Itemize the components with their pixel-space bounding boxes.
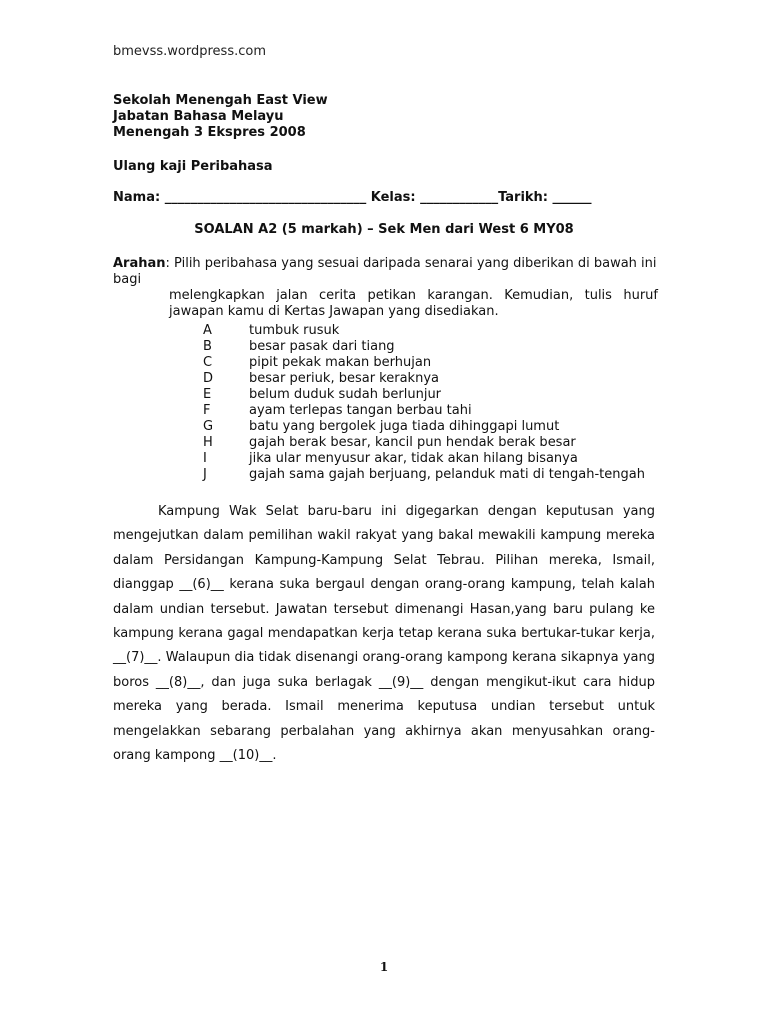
instruction-continuation: melengkapkan jalan cerita petikan karangan. Kemudian, tulis huruf jawapan kamu di Kertas Jawapan yang disediakan. bbox=[169, 288, 658, 319]
passage-text: Kampung Wak Selat baru-baru ini digegarkan dengan keputusan yang mengejutkan dalam pemilihan wakil rakyat yang bakal mewakili kampung mereka dalam Persidangan Kampung-Kampung Selat Tebrau. Pilihan mereka, Ismail, dianggap __(6)__ kerana suka bergaul dengan orang-orang kampung, telah kalah dalam undian tersebut. Jawatan tersebut dimenangi Hasan,yang baru pulang ke kampung kerana gagal mendapatkan kerja tetap kerana suka bertukar-tukar kerja, __(7)__. Walaupun dia tidak disenangi orang-orang kampong kerana sikapnya yang boros __(8)__, dan juga suka berlagak __(9)__ dengan mengikut-ikut cara hidup mereka yang berada. Ismail menerima keputusa undian tersebut untuk mengelakkan sebarang perbalahan yang akhirnya akan menyusahkan orang-orang kampong __(10)__. bbox=[113, 504, 655, 764]
option-letter: D bbox=[203, 371, 214, 386]
option-text: gajah berak besar, kancil pun hendak berak besar bbox=[249, 435, 576, 450]
option-text: besar periuk, besar keraknya bbox=[249, 371, 439, 386]
class-level: Menengah 3 Ekspres 2008 bbox=[113, 125, 306, 140]
instruction-block bbox=[113, 256, 658, 320]
option-letter: G bbox=[203, 419, 214, 434]
option-text: batu yang bergolek juga tiada dihinggapi lumut bbox=[249, 419, 560, 434]
option-letter: B bbox=[203, 339, 212, 354]
student-info-line: Nama: _______________________________ Kelas: ____________Tarikh: ______ bbox=[113, 190, 592, 205]
option-letter: F bbox=[203, 403, 211, 418]
question-title: SOALAN A2 (5 markah) – Sek Men dari West 6 MY08 bbox=[194, 222, 574, 237]
topic-title: Ulang kaji Peribahasa bbox=[113, 159, 273, 174]
option-text: besar pasak dari tiang bbox=[249, 339, 395, 354]
option-letter: E bbox=[203, 387, 212, 402]
instruction-text: : Pilih peribahasa yang sesuai daripada senarai yang diberikan di bawah ini bagi bbox=[113, 256, 657, 287]
department-name: Jabatan Bahasa Melayu bbox=[113, 109, 284, 124]
site-url: bmevss.wordpress.com bbox=[113, 44, 266, 59]
option-text: jika ular menyusur akar, tidak akan hilang bisanya bbox=[249, 451, 578, 466]
option-letter: H bbox=[203, 435, 213, 450]
instruction-label: Arahan bbox=[113, 256, 166, 271]
option-letter: A bbox=[203, 323, 212, 338]
option-text: belum duduk sudah berlunjur bbox=[249, 387, 442, 402]
option-letter: J bbox=[203, 467, 207, 482]
passage bbox=[113, 500, 655, 768]
option-text: ayam terlepas tangan berbau tahi bbox=[249, 403, 472, 418]
option-letter: I bbox=[203, 451, 207, 466]
page-number: 1 bbox=[379, 960, 389, 974]
option-text: pipit pekak makan berhujan bbox=[249, 355, 432, 370]
option-text: gajah sama gajah berjuang, pelanduk mati di tengah-tengah bbox=[249, 467, 645, 482]
option-text: tumbuk rusuk bbox=[249, 323, 340, 338]
school-name: Sekolah Menengah East View bbox=[113, 93, 328, 108]
option-letter: C bbox=[203, 355, 213, 370]
